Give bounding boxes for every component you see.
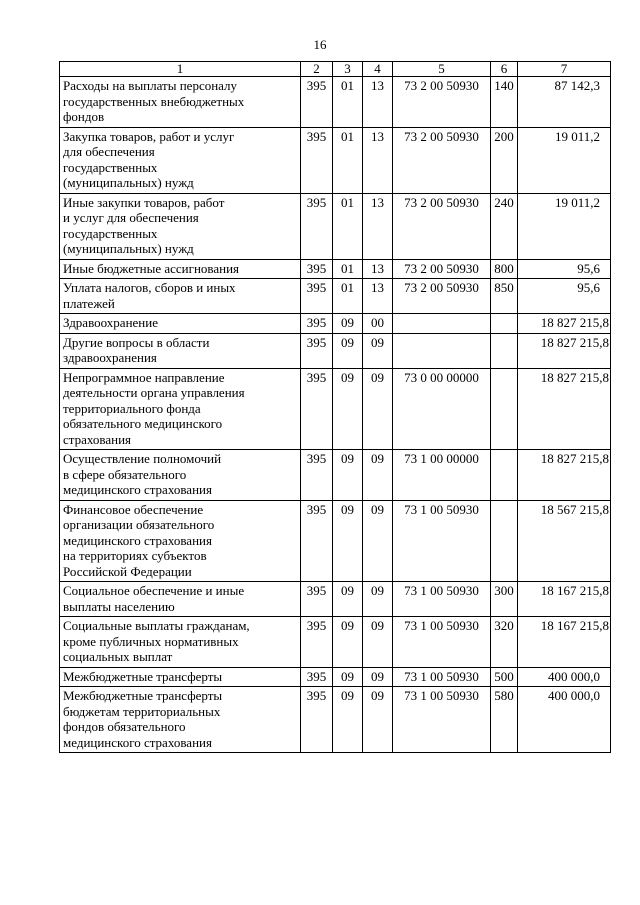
table-row <box>60 314 611 334</box>
target-article-code: 73 1 00 50930 <box>393 582 491 617</box>
table-row <box>60 333 611 368</box>
expense-type-code: 850 <box>491 279 518 314</box>
chapter-code: 395 <box>301 193 333 259</box>
expense-type-code <box>491 314 518 334</box>
amount: 95,6 <box>518 279 611 314</box>
row-name: Расходы на выплаты персоналу государственных внебюджетных фондов <box>60 77 301 128</box>
section-code: 01 <box>333 259 363 279</box>
amount: 18 567 215,8 <box>518 500 611 582</box>
expense-type-code <box>491 500 518 582</box>
section-code: 01 <box>333 279 363 314</box>
table-row <box>60 667 611 687</box>
expense-type-code <box>491 333 518 368</box>
amount: 19 011,2 <box>518 127 611 193</box>
amount: 19 011,2 <box>518 193 611 259</box>
subsection-code: 09 <box>363 368 393 450</box>
amount: 18 827 215,8 <box>518 450 611 501</box>
amount: 18 827 215,8 <box>518 333 611 368</box>
table-row <box>60 193 611 259</box>
row-name: Финансовое обеспечение организации обязательного медицинского страхования на территориях субъектов Российской Федерации <box>60 500 301 582</box>
row-name: Уплата налогов, сборов и иных платежей <box>60 279 301 314</box>
chapter-code: 395 <box>301 500 333 582</box>
amount: 400 000,0 <box>518 687 611 753</box>
section-code: 09 <box>333 687 363 753</box>
table-row <box>60 500 611 582</box>
budget-table <box>59 61 611 753</box>
table-row <box>60 687 611 753</box>
column-header-6: 6 <box>491 62 518 77</box>
expense-type-code <box>491 368 518 450</box>
row-name: Социальные выплаты гражданам, кроме публичных нормативных социальных выплат <box>60 617 301 668</box>
column-header-2: 2 <box>301 62 333 77</box>
table-row <box>60 77 611 128</box>
target-article-code: 73 2 00 50930 <box>393 193 491 259</box>
section-code: 09 <box>333 617 363 668</box>
subsection-code: 13 <box>363 193 393 259</box>
section-code: 01 <box>333 127 363 193</box>
subsection-code: 09 <box>363 667 393 687</box>
header-row <box>60 62 611 77</box>
subsection-code: 09 <box>363 617 393 668</box>
chapter-code: 395 <box>301 279 333 314</box>
target-article-code <box>393 333 491 368</box>
subsection-code: 13 <box>363 279 393 314</box>
amount: 18 827 215,8 <box>518 314 611 334</box>
chapter-code: 395 <box>301 259 333 279</box>
subsection-code: 09 <box>363 450 393 501</box>
chapter-code: 395 <box>301 617 333 668</box>
target-article-code: 73 1 00 50930 <box>393 500 491 582</box>
expense-type-code: 320 <box>491 617 518 668</box>
amount: 95,6 <box>518 259 611 279</box>
column-header-1: 1 <box>60 62 301 77</box>
expense-type-code: 500 <box>491 667 518 687</box>
table-row <box>60 279 611 314</box>
target-article-code: 73 2 00 50930 <box>393 77 491 128</box>
amount: 18 167 215,8 <box>518 617 611 668</box>
subsection-code: 09 <box>363 687 393 753</box>
target-article-code: 73 1 00 00000 <box>393 450 491 501</box>
page-number: 16 <box>313 37 327 52</box>
chapter-code: 395 <box>301 450 333 501</box>
amount: 18 167 215,8 <box>518 582 611 617</box>
section-code: 09 <box>333 368 363 450</box>
table-header <box>60 62 611 77</box>
target-article-code: 73 1 00 50930 <box>393 667 491 687</box>
expense-type-code: 580 <box>491 687 518 753</box>
section-code: 09 <box>333 582 363 617</box>
table-row <box>60 450 611 501</box>
section-code: 01 <box>333 193 363 259</box>
row-name: Непрограммное направление деятельности органа управления территориального фонда обязательного медицинского страхования <box>60 368 301 450</box>
subsection-code: 09 <box>363 582 393 617</box>
section-code: 09 <box>333 450 363 501</box>
chapter-code: 395 <box>301 314 333 334</box>
column-header-5: 5 <box>393 62 491 77</box>
chapter-code: 395 <box>301 127 333 193</box>
expense-type-code: 800 <box>491 259 518 279</box>
subsection-code: 13 <box>363 259 393 279</box>
column-header-7: 7 <box>518 62 611 77</box>
subsection-code: 09 <box>363 500 393 582</box>
chapter-code: 395 <box>301 667 333 687</box>
expense-type-code: 200 <box>491 127 518 193</box>
row-name: Осуществление полномочий в сфере обязательного медицинского страхования <box>60 450 301 501</box>
table-row <box>60 582 611 617</box>
section-code: 09 <box>333 314 363 334</box>
table-row <box>60 368 611 450</box>
subsection-code: 00 <box>363 314 393 334</box>
subsection-code: 09 <box>363 333 393 368</box>
chapter-code: 395 <box>301 368 333 450</box>
target-article-code: 73 2 00 50930 <box>393 127 491 193</box>
table-body <box>60 77 611 753</box>
subsection-code: 13 <box>363 77 393 128</box>
target-article-code: 73 2 00 50930 <box>393 279 491 314</box>
chapter-code: 395 <box>301 582 333 617</box>
section-code: 09 <box>333 667 363 687</box>
amount: 87 142,3 <box>518 77 611 128</box>
row-name: Межбюджетные трансферты <box>60 667 301 687</box>
expense-type-code: 140 <box>491 77 518 128</box>
chapter-code: 395 <box>301 333 333 368</box>
subsection-code: 13 <box>363 127 393 193</box>
table-row <box>60 617 611 668</box>
chapter-code: 395 <box>301 687 333 753</box>
row-name: Здравоохранение <box>60 314 301 334</box>
expense-type-code <box>491 450 518 501</box>
row-name: Другие вопросы в области здравоохранения <box>60 333 301 368</box>
row-name: Социальное обеспечение и иные выплаты населению <box>60 582 301 617</box>
target-article-code: 73 0 00 00000 <box>393 368 491 450</box>
column-header-3: 3 <box>333 62 363 77</box>
row-name: Иные закупки товаров, работ и услуг для обеспечения государственных (муниципальных) нужд <box>60 193 301 259</box>
chapter-code: 395 <box>301 77 333 128</box>
target-article-code <box>393 314 491 334</box>
target-article-code: 73 2 00 50930 <box>393 259 491 279</box>
row-name: Иные бюджетные ассигнования <box>60 259 301 279</box>
amount: 400 000,0 <box>518 667 611 687</box>
row-name: Межбюджетные трансферты бюджетам территориальных фондов обязательного медицинского страхования <box>60 687 301 753</box>
table-row <box>60 259 611 279</box>
table-row <box>60 127 611 193</box>
section-code: 09 <box>333 500 363 582</box>
row-name: Закупка товаров, работ и услуг для обеспечения государственных (муниципальных) нужд <box>60 127 301 193</box>
section-code: 01 <box>333 77 363 128</box>
target-article-code: 73 1 00 50930 <box>393 687 491 753</box>
expense-type-code: 300 <box>491 582 518 617</box>
target-article-code: 73 1 00 50930 <box>393 617 491 668</box>
section-code: 09 <box>333 333 363 368</box>
amount: 18 827 215,8 <box>518 368 611 450</box>
expense-type-code: 240 <box>491 193 518 259</box>
column-header-4: 4 <box>363 62 393 77</box>
